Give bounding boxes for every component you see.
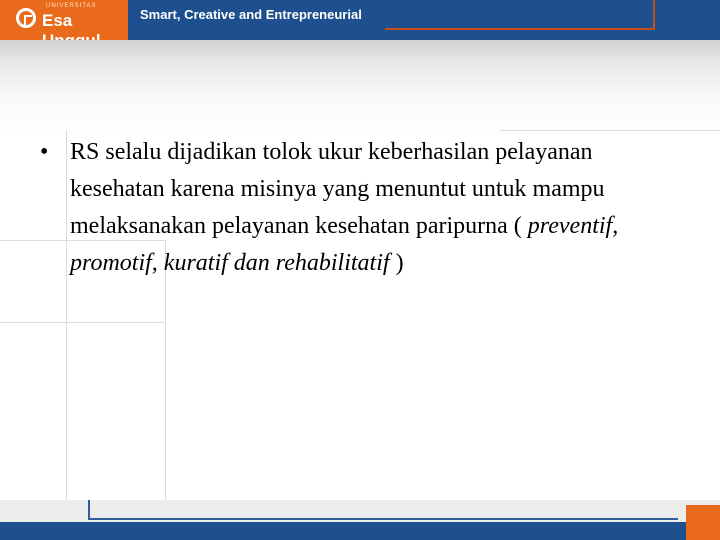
grid-line [0,322,165,323]
bullet-item [40,134,680,282]
bullet-text-closing: ) [395,250,404,276]
logo-emblem-icon [16,8,36,28]
footer-frame-decoration [88,500,678,520]
grid-line [500,130,720,131]
university-logo [0,0,128,40]
slide-content [40,134,680,282]
bullet-text [70,134,680,282]
header-gradient-band [0,40,720,135]
header-tagline: Smart, Creative and Entrepreneurial [140,7,362,22]
bullet-text-plain: RS selalu dijadikan tolok ukur keberhasilan pelayanan kesehatan karena misinya yang menuntut untuk mampu melaksanakan pelayanan kesehatan paripurna ( [70,139,605,239]
footer-accent [686,505,720,540]
header-bar [0,0,720,40]
bullet-text-italic: preventif, promotif, kuratif dan rehabilitatif [70,213,619,276]
logo-name: Esa [42,11,73,30]
logo-subtitle: UNIVERSITAS [46,3,97,9]
header-frame-decoration [385,0,655,30]
footer-bar [0,522,720,540]
bullet-marker: • [40,139,49,165]
